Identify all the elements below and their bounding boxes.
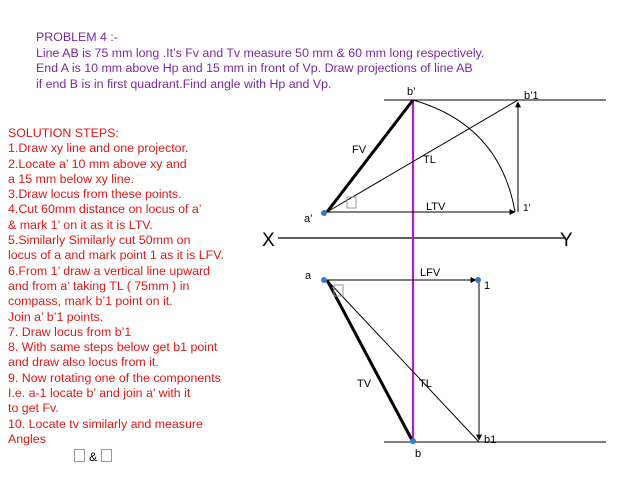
solution-step: Angles (8, 431, 46, 446)
solution-step: a 15 mm below xy line. (8, 171, 135, 186)
problem-line: Line AB is 75 mm long .It’s Fv and Tv measure 50 mm & 60 mm long respectively. (36, 45, 485, 60)
angles-separator: & (89, 450, 98, 465)
solution-step: compass, mark b’1 point on it. (8, 294, 173, 309)
top-view-line (327, 280, 413, 442)
label-a: a (305, 270, 312, 282)
solution-step: locus of a and mark point 1 as it is LFV. (8, 248, 224, 263)
label-a-dash: a’ (304, 213, 313, 225)
front-view-line (327, 100, 413, 212)
solution-step: & mark 1’ on it as it is LTV. (8, 217, 153, 232)
label-x: X (262, 230, 275, 251)
solution-heading: SOLUTION STEPS: (8, 126, 119, 140)
label-b1: b1 (484, 434, 497, 446)
point-1 (475, 277, 481, 283)
label-tv: TV (357, 378, 372, 390)
solution-step: and from a’ taking TL ( 75mm ) in (8, 278, 190, 293)
point-a-dash (321, 210, 327, 216)
angle-theta-icon (347, 197, 356, 208)
label-b-dash: b’ (407, 86, 416, 98)
label-b-dash-1: b’1 (524, 90, 539, 102)
solution-step: 6.From 1’ draw a vertical line upward (8, 263, 211, 278)
point-b (410, 438, 416, 444)
solution-step: 9. Now rotating one of the components (8, 370, 221, 385)
solution-step: 1.Draw xy line and one projector. (8, 141, 189, 156)
solution-step: 2.Locate a’ 10 mm above xy and (8, 156, 187, 171)
problem-line: End A is 10 mm above Hp and 15 mm in front of Vp. Draw projections of line AB (36, 61, 473, 75)
label-1: 1 (484, 280, 491, 292)
label-ltv: LTV (426, 201, 446, 213)
problem-line: if end B is in first quadrant.Find angle with Hp and Vp. (36, 76, 332, 91)
solution-step: 5.Similarly Similarly cut 50mm on (8, 233, 191, 248)
solution-step: and draw also locus from it. (8, 355, 159, 370)
solution-step: 10. Locate tv similarly and measure (8, 416, 203, 431)
solution-step: 4.Cut 60mm distance on locus of a’ (8, 202, 202, 217)
label-b: b (415, 448, 422, 460)
true-length-line-bottom (327, 280, 479, 442)
point-a (321, 277, 327, 283)
label-fv: FV (352, 144, 367, 156)
problem-heading: PROBLEM 4 :- (36, 30, 118, 44)
label-tl-bottom: TL (419, 378, 432, 390)
solution-step: 8. With same steps below get b1 point (8, 340, 218, 355)
label-1-dash: 1’ (523, 203, 531, 214)
solution-step: to get Fv. (8, 401, 59, 416)
solution-step: 7. Draw locus from b’1 (8, 324, 132, 339)
label-y: Y (560, 230, 573, 251)
label-lfv: LFV (420, 267, 441, 279)
solution-step: 3.Draw locus from these points. (8, 187, 182, 202)
solution-step: I.e. a-1 locate b’ and join a’ with it (8, 386, 191, 401)
solution-step: Join a’ b’1 points. (8, 309, 104, 324)
label-tl-top: TL (423, 154, 436, 166)
